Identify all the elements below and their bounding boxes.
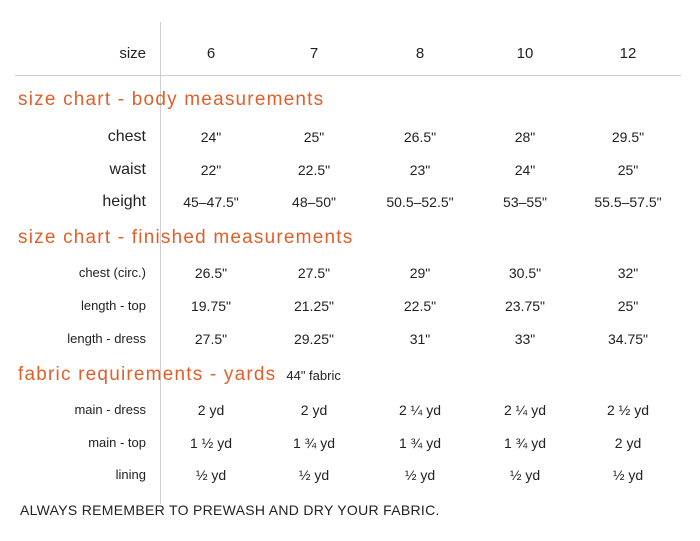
- table-cell: 29": [409, 265, 431, 281]
- table-cell: 33": [514, 331, 536, 347]
- table-cell: 27.5": [194, 331, 228, 347]
- table-cell: 32": [617, 265, 639, 281]
- table-row: [0, 294, 700, 318]
- table-cell: 27.5": [297, 265, 331, 281]
- table-cell: 24": [514, 162, 536, 178]
- section-title-fabric-requirements: [18, 364, 341, 386]
- section-title-body-measurements: size chart - body measurements: [18, 89, 325, 110]
- size-header-row: [0, 42, 700, 66]
- table-cell: 29.25": [293, 331, 334, 347]
- row-label: lining: [115, 467, 146, 482]
- row-label: main - dress: [74, 402, 146, 417]
- section-title-finished-measurements: size chart - finished measurements: [18, 227, 354, 248]
- row-label: main - top: [88, 435, 146, 450]
- header-divider-horizontal: [15, 75, 681, 76]
- table-cell: 34.75": [607, 331, 648, 347]
- size-header-cell: 12: [619, 45, 637, 62]
- table-cell: 2 yd: [197, 402, 225, 418]
- table-cell: 25": [303, 129, 325, 145]
- size-header-label: size: [119, 45, 146, 62]
- table-cell: ½ yd: [404, 467, 436, 483]
- prewash-reminder: ALWAYS REMEMBER TO PREWASH AND DRY YOUR FABRIC.: [20, 502, 440, 518]
- table-cell: ½ yd: [195, 467, 227, 483]
- table-cell: 22.5": [403, 298, 437, 314]
- table-cell: 1 ¾ yd: [503, 435, 547, 451]
- table-cell: 19.75": [190, 298, 231, 314]
- table-cell: 2 yd: [300, 402, 328, 418]
- size-header-cell: 6: [206, 45, 216, 62]
- table-cell: 21.25": [293, 298, 334, 314]
- table-cell: ½ yd: [509, 467, 541, 483]
- table-row: [0, 327, 700, 351]
- table-row: [0, 125, 700, 149]
- table-cell: 50.5–52.5": [386, 194, 454, 210]
- table-cell: ½ yd: [298, 467, 330, 483]
- size-header-cell: 7: [309, 45, 319, 62]
- table-cell: 22.5": [297, 162, 331, 178]
- table-cell: 55.5–57.5": [594, 194, 662, 210]
- row-label: waist: [109, 161, 146, 178]
- table-cell: 26.5": [194, 265, 228, 281]
- table-cell: 45–47.5": [183, 194, 239, 210]
- table-cell: 25": [617, 162, 639, 178]
- row-label: length - top: [80, 298, 146, 313]
- table-cell: 24": [200, 129, 222, 145]
- table-cell: 23": [409, 162, 431, 178]
- size-header-cell: 8: [415, 45, 425, 62]
- size-header-cell: 10: [516, 45, 534, 62]
- fabric-width-note: 44" fabric: [286, 368, 341, 383]
- table-cell: 1 ¾ yd: [292, 435, 336, 451]
- row-label: height: [102, 193, 146, 210]
- row-label: chest: [107, 128, 146, 145]
- table-cell: 2 ¼ yd: [398, 402, 442, 418]
- table-row: [0, 190, 700, 214]
- table-row: [0, 398, 700, 422]
- table-cell: 28": [514, 129, 536, 145]
- table-cell: 2 ¼ yd: [503, 402, 547, 418]
- table-cell: 53–55": [503, 194, 547, 210]
- table-cell: 30.5": [508, 265, 542, 281]
- table-cell: 2 ½ yd: [606, 402, 650, 418]
- table-cell: 22": [200, 162, 222, 178]
- table-cell: 2 yd: [614, 435, 642, 451]
- table-cell: 23.75": [504, 298, 545, 314]
- table-cell: 1 ½ yd: [189, 435, 233, 451]
- table-cell: 31": [409, 331, 431, 347]
- row-label: chest (circ.): [78, 265, 146, 280]
- table-cell: 48–50": [292, 194, 336, 210]
- table-cell: 1 ¾ yd: [398, 435, 442, 451]
- table-cell: 29.5": [611, 129, 645, 145]
- table-cell: ½ yd: [612, 467, 644, 483]
- table-cell: 26.5": [403, 129, 437, 145]
- table-cell: 25": [617, 298, 639, 314]
- table-row: [0, 261, 700, 285]
- table-row: [0, 431, 700, 455]
- table-row: [0, 158, 700, 182]
- table-row: [0, 463, 700, 487]
- row-label: length - dress: [67, 331, 146, 346]
- section-title-text: fabric requirements - yards: [18, 364, 277, 385]
